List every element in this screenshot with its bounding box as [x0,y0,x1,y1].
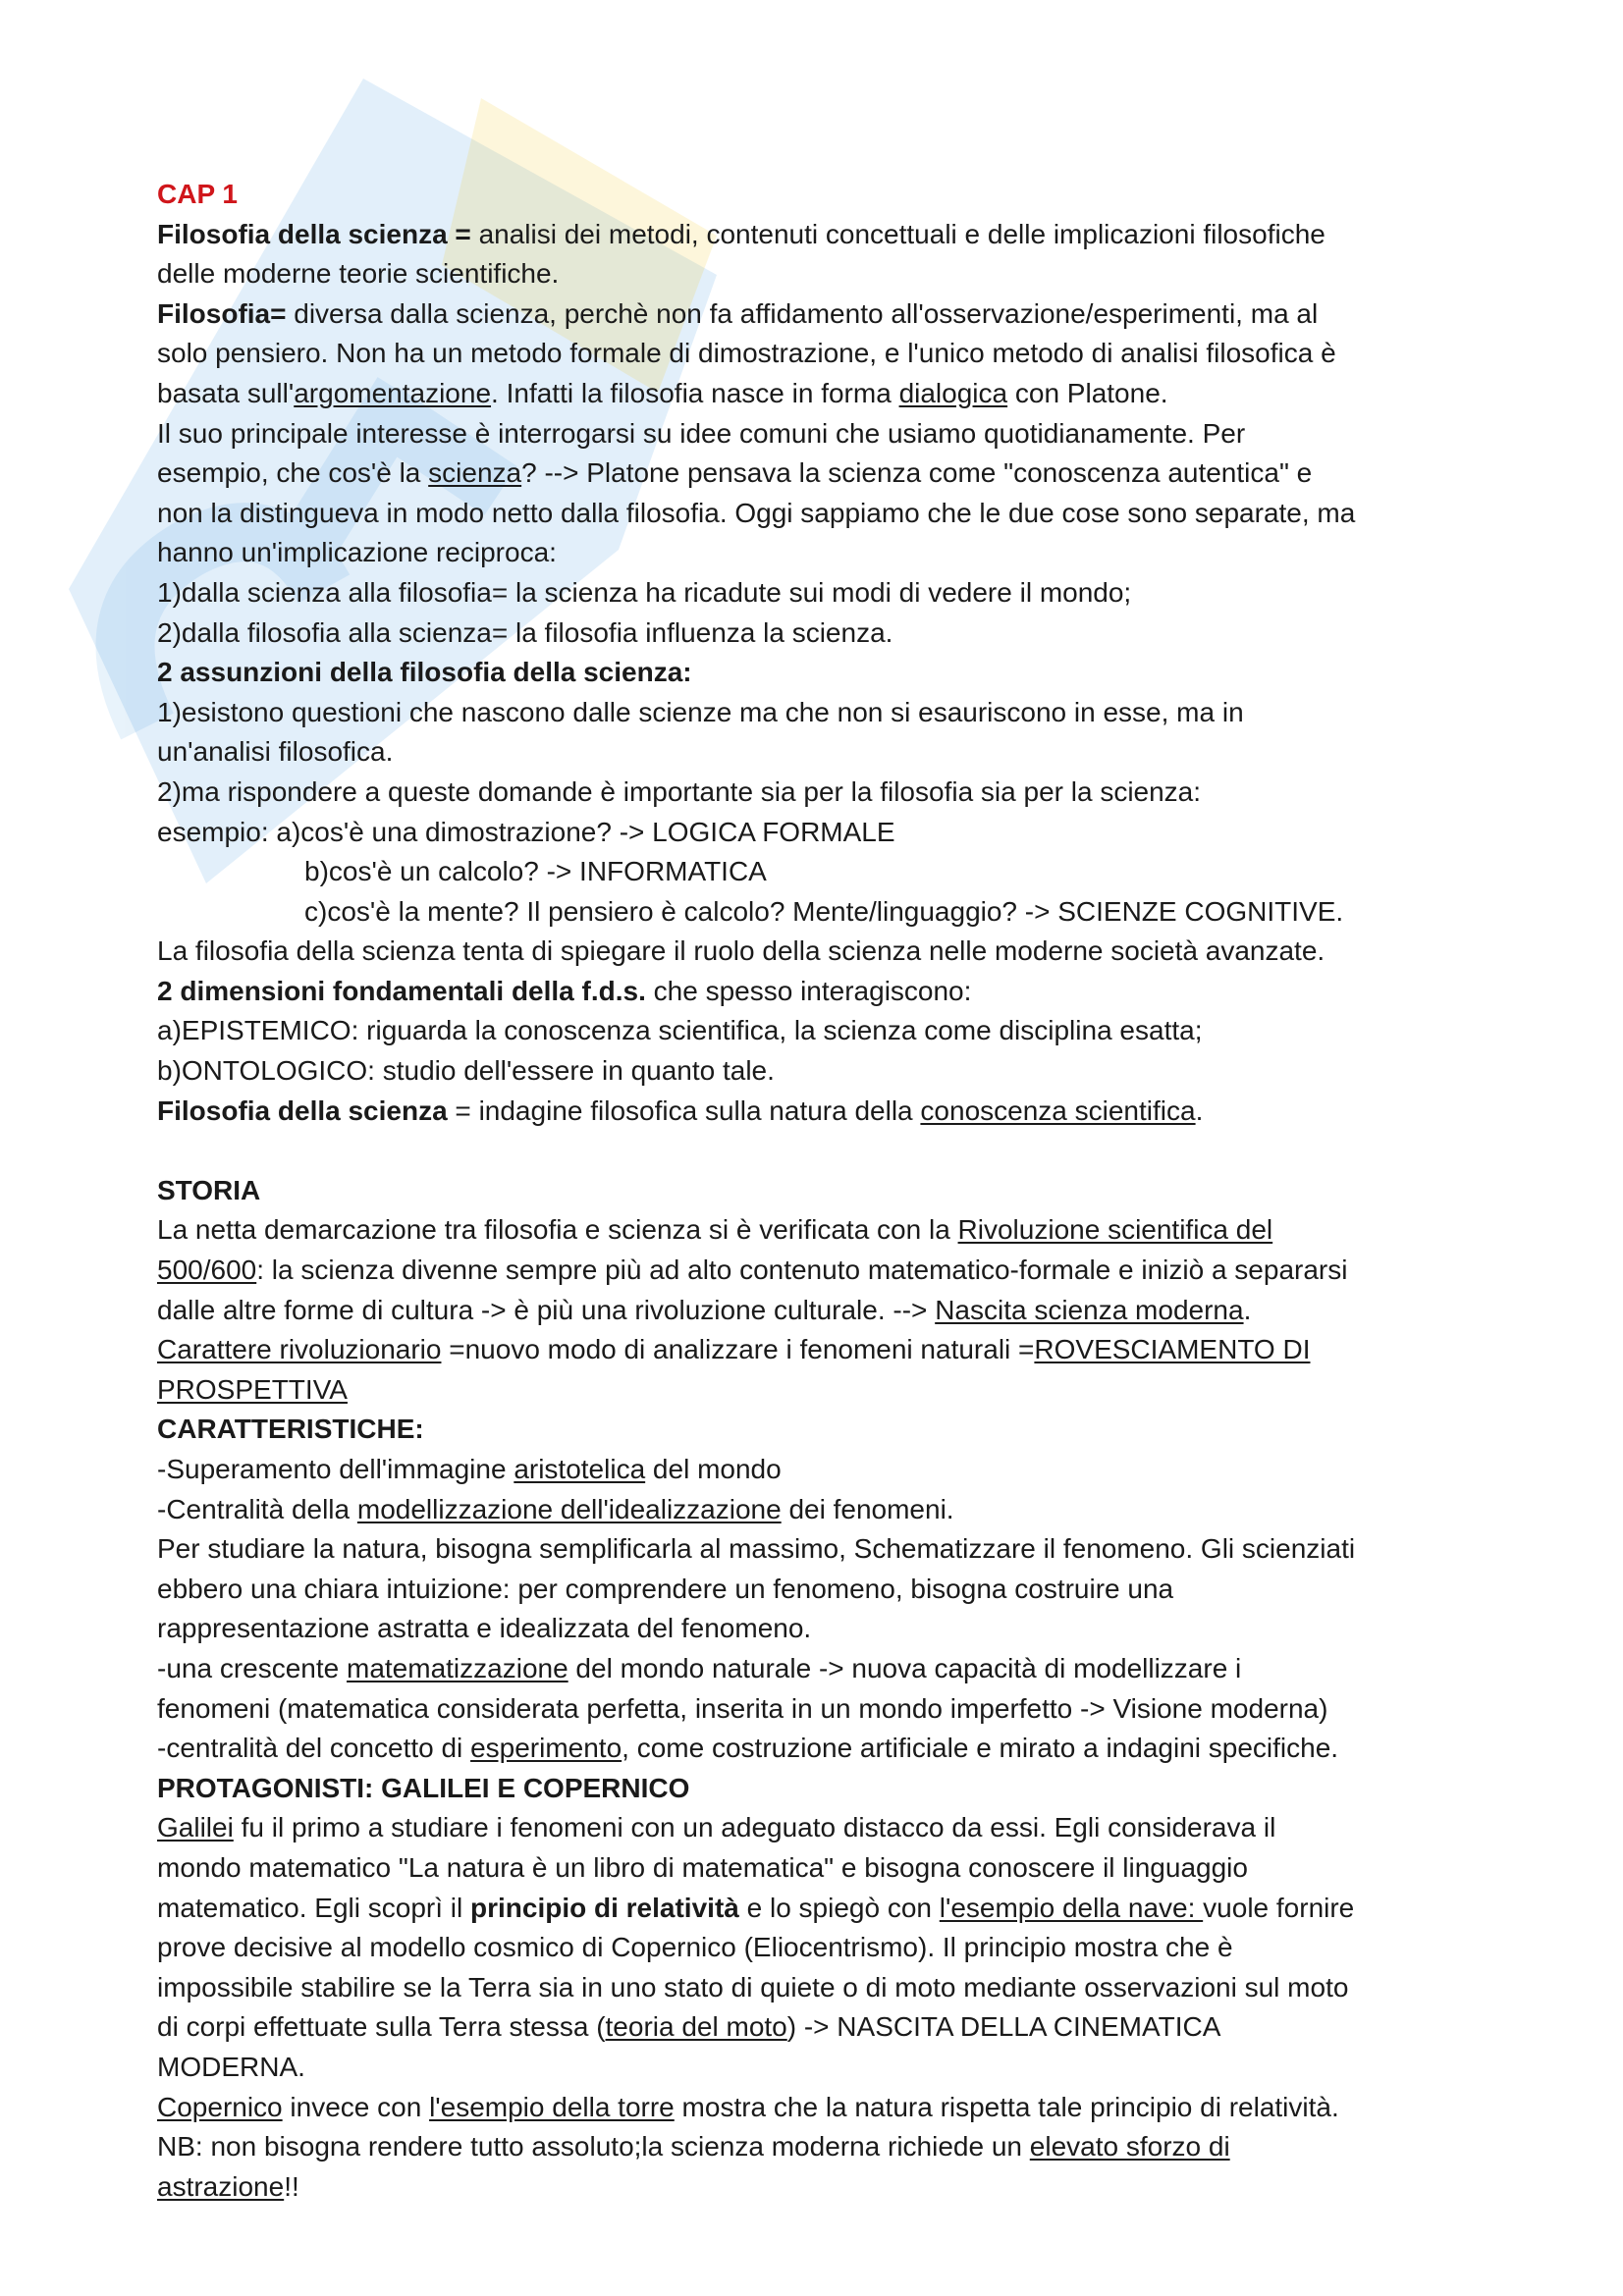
text-run: fu il primo a studiare i fenomeni con un adeguato distacco da essi. Egli considerava il [233,1812,1276,1843]
list-item [157,1729,1512,1769]
text-run: matematico. Egli scoprì il [157,1892,470,1923]
text-run: -Centralità della [157,1493,357,1524]
text-run: =nuovo modo di analizzare i fenomeni naturali = [441,1334,1035,1365]
text-run: mostra che la natura rispetta tale principio di relatività. [674,2091,1339,2122]
bold-text: principio di relatività [470,1892,739,1923]
definition-line [157,1092,1512,1132]
paragraph-line [157,1291,1512,1331]
paragraph-line [157,2127,1512,2167]
paragraph-line [157,1808,1512,1848]
text-run: del mondo [645,1454,782,1484]
section-subtitle [157,653,1512,693]
underlined-text: esperimento [470,1733,622,1764]
filosofia-line: solo pensiero. Non ha un metodo formale di dimostrazione, e l'unico metodo di analisi filosofica è [157,338,1336,369]
bold-text: Filosofia della scienza [157,1095,448,1126]
section-subtitle [157,972,1512,1012]
paragraph-line [157,1251,1512,1291]
paragraph-line [157,1370,1512,1411]
underlined-text: astrazione [157,2170,285,2202]
list-item [157,1649,1512,1689]
spacer [157,1131,1512,1171]
paragraph-line: Il suo principale interesse è interrogarsi su idee comuni che usiamo quotidianamente. Per [157,417,1246,449]
underlined-text: teoria del moto [605,2011,787,2043]
text-run: -centralità del concetto di [157,1733,471,1764]
filosofia-term: Filosofia= [157,297,287,329]
section-heading [157,1171,1512,1211]
text-run: : la scienza divenne sempre più ad alto contenuto matematico-formale e iniziò a separarsi [256,1255,1348,1286]
example-item: esempio: a)cos'è una dimostrazione? -> LOGICA FORMALE [157,816,895,847]
text-run: NB: non bisogna rendere tutto assoluto;la scienza moderna richiede un [157,2131,1030,2163]
text-run: . [1243,1294,1252,1325]
text-run: basata sull' [157,377,295,408]
text-run: invece con [282,2091,430,2122]
paragraph-line: impossibile stabilire se la Terra sia in uno stato di quiete o di moto mediante osservazioni sul moto [157,1971,1349,2002]
text-run: !! [284,2170,299,2202]
text-run: dalle altre forme di cultura -> è più una rivoluzione culturale. --> [157,1294,936,1325]
filosofia-line [157,374,1512,414]
paragraph-line [157,454,1512,494]
text-run: diversa dalla scienza, perchè non fa affidamento all'osservazione/esperimenti, ma al [286,297,1319,329]
paragraph-line [157,1210,1512,1251]
example-item: b)cos'è un calcolo? -> INFORMATICA [304,856,767,887]
text-run: dei fenomeni. [781,1493,954,1524]
bold-text: 2 assunzioni della filosofia della scienza: [157,657,692,688]
text-run: del mondo naturale -> nuova capacità di modellizzare i [568,1652,1242,1683]
paragraph-line: prove decisive al modello cosmico di Copernico (Eliocentrismo). Il principio mostra che è [157,1932,1233,1963]
chapter-heading: CAP 1 [157,179,238,209]
list-item: un'analisi filosofica. [157,736,394,768]
text-run: . Infatti la filosofia nasce in forma [491,377,899,408]
paragraph-line: hanno un'implicazione reciproca: [157,537,557,568]
underlined-text: Galilei [157,1812,234,1843]
underlined-text: conoscenza scientifica [920,1095,1196,1126]
paragraph-line: ebbero una chiara intuizione: per comprendere un fenomeno, bisogna costruire una [157,1573,1174,1604]
underlined-text: matematizzazione [347,1652,568,1683]
underlined-text: elevato sforzo di [1029,2131,1230,2163]
text-run: La netta demarcazione tra filosofia e scienza si è verificata con la [157,1214,958,1246]
text-run: che spesso interagiscono: [645,975,972,1006]
section-subtitle [157,1769,1512,1809]
paragraph-line [157,1889,1512,1929]
paragraph-line: Per studiare la natura, bisogna semplificarla al massimo, Schematizzare il fenomeno. Gli scienziati [157,1533,1356,1565]
underlined-text: Rivoluzione scientifica del [957,1214,1273,1246]
paragraph-line: rappresentazione astratta e idealizzata del fenomeno. [157,1613,812,1644]
paragraph-line [157,2007,1512,2048]
text-run: ) -> NASCITA DELLA CINEMATICA [786,2011,1221,2043]
paragraph-line: La filosofia della scienza tenta di spiegare il ruolo della scienza nelle moderne società avanzate. [157,935,1325,967]
underlined-text: argomentazione [294,377,492,408]
list-item: fenomeni (matematica considerata perfetta, inserita in un mondo imperfetto -> Visione moderna) [157,1692,1328,1724]
bold-text: CARATTERISTICHE: [157,1414,424,1445]
underlined-text: 500/600 [157,1255,257,1286]
paragraph-line: non la distingueva in modo netto dalla filosofia. Oggi sappiamo che le due cose sono separate, ma [157,497,1356,528]
paragraph-line: mondo matematico "La natura è un libro di matematica" e bisogna conoscere il linguaggio [157,1851,1248,1883]
list-item: a)EPISTEMICO: riguarda la conoscenza scientifica, la scienza come disciplina esatta; [157,1015,1203,1046]
list-item: 2)dalla filosofia alla scienza= la filosofia influenza la scienza. [157,616,893,648]
underlined-text: dialogica [898,377,1008,408]
list-item: b)ONTOLOGICO: studio dell'essere in quanto tale. [157,1055,775,1087]
text-run: , come costruzione artificiale e mirato a indagini specifiche. [622,1733,1339,1764]
filosofia-line [157,294,1512,335]
definition-term: Filosofia della scienza = [157,218,471,249]
example-item: c)cos'è la mente? Il pensiero è calcolo? Mente/linguaggio? -> SCIENZE COGNITIVE. [304,895,1344,927]
list-item [157,1450,1512,1490]
underlined-text: modellizzazione dell'idealizzazione [356,1493,782,1524]
list-item [157,1490,1512,1530]
underlined-text: Carattere rivoluzionario [157,1334,442,1365]
underlined-text: scienza [428,457,522,489]
text-run: e lo spiegò con [738,1892,940,1923]
text-run: con Platone. [1007,377,1168,408]
text-run: di corpi effettuate sulla Terra stessa ( [157,2011,606,2043]
underlined-text: l'esempio della torre [429,2091,675,2122]
text-run: esempio, che cos'è la [157,457,429,489]
list-item: 2)ma rispondere a queste domande è importante sia per la filosofia sia per la scienza: [157,775,1202,807]
list-item: 1)dalla scienza alla filosofia= la scienza ha ricadute sui modi di vedere il mondo; [157,576,1132,608]
text-run: -Superamento dell'immagine [157,1454,514,1484]
paragraph-line: MODERNA. [157,2051,305,2082]
underlined-text: aristotelica [514,1454,646,1484]
text-run: = indagine filosofica sulla natura della [447,1095,921,1126]
list-item: 1)esistono questioni che nascono dalle scienze ma che non si esauriscono in esse, ma in [157,696,1244,727]
paragraph-line [157,2088,1512,2128]
text-run: analisi dei metodi, contenuti concettuali e delle implicazioni filosofiche [470,218,1325,249]
text-run: vuole fornire [1203,1892,1355,1923]
section-subtitle [157,1410,1512,1450]
definition-line [157,215,1512,255]
paragraph-line [157,2167,1512,2208]
definition-line: delle moderne teorie scientifiche. [157,258,560,290]
text-run: ? --> Platone pensava la scienza come "conoscenza autentica" e [521,457,1313,489]
bold-text: STORIA [157,1174,261,1205]
underlined-text: PROSPETTIVA [157,1373,348,1405]
underlined-text: l'esempio della nave: [939,1892,1204,1923]
text-run: . [1195,1095,1204,1126]
text-run: -una crescente [157,1652,347,1683]
bold-text: 2 dimensioni fondamentali della f.d.s. [157,975,646,1006]
underlined-text: Nascita scienza moderna [935,1294,1244,1325]
document-page [157,175,1512,2207]
paragraph-line [157,1330,1512,1370]
underlined-text: ROVESCIAMENTO DI [1034,1334,1311,1365]
underlined-text: Copernico [157,2091,283,2122]
bold-text: PROTAGONISTI: GALILEI E COPERNICO [157,1772,690,1803]
